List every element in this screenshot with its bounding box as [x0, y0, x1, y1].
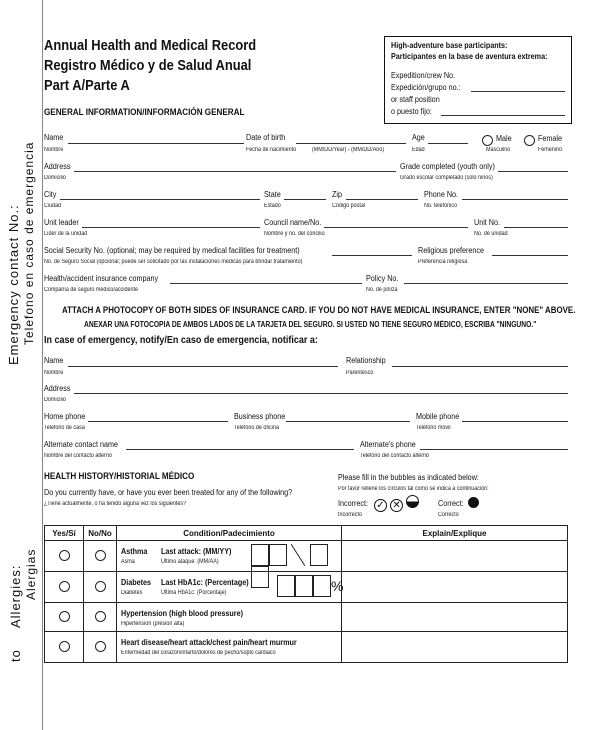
half-filled-bubble-icon: [406, 495, 419, 508]
age-label: Age: [412, 133, 425, 142]
em-address-field[interactable]: [74, 393, 568, 394]
alt-name-label: Alternate contact name: [44, 440, 119, 449]
sidebar-fragment-to: to: [8, 649, 23, 662]
em-mobile-phone-label-es: Teléfono móvil: [416, 425, 451, 431]
insurance-notice: ATTACH A PHOTOCOPY OF BOTH SIDES OF INSURANCE CARD. IF YOU DO NOT HAVE MEDICAL INSURANCE, ENTER "NONE" ABOVE.: [62, 305, 576, 315]
age-field[interactable]: [428, 143, 468, 144]
policy-label-es: No. de póliza: [366, 287, 398, 293]
name-field[interactable]: [68, 143, 244, 144]
col-no-header: No/No: [84, 526, 117, 541]
unit-no-label: Unit No.: [474, 218, 501, 227]
em-mobile-phone-label: Mobile phone: [416, 412, 460, 421]
alt-name-label-es: Nombre del contacto alterno: [44, 453, 112, 459]
condition-detail-es: Último ataque: (MM/AA): [161, 559, 219, 565]
insurance-label: Health/accident insurance company: [44, 274, 159, 283]
table-row: [45, 541, 568, 572]
table-row: [45, 572, 568, 603]
hab-box: [384, 36, 572, 124]
correct-label: Correct:: [438, 499, 464, 508]
bubbles-instruction: Please fill in the bubbles as indicated below:: [338, 473, 479, 482]
alt-phone-label-es: Teléfono del contacto alterno: [360, 453, 430, 459]
section-general-heading: GENERAL INFORMATION/INFORMACIÓN GENERAL: [44, 107, 245, 117]
no-radio[interactable]: [84, 632, 117, 663]
state-field[interactable]: [284, 199, 326, 200]
name-label-es: Nombre: [44, 147, 64, 153]
em-home-phone-label-es: Teléfono de casa: [44, 425, 85, 431]
condition-name-es: Asma: [121, 559, 135, 565]
unit-leader-label-es: Líder de la unidad: [44, 231, 88, 237]
hab-puesto: o puesto fijo:: [391, 107, 432, 116]
condition-detail-es: Última HbA1c: (Porcentaje): [161, 590, 227, 596]
hab-expedition-line[interactable]: [471, 91, 565, 92]
condition-detail: Last HbA1c: (Percentage): [161, 578, 249, 587]
city-field[interactable]: [60, 199, 260, 200]
em-business-phone-label: Business phone: [234, 412, 286, 421]
unit-no-label-es: No. de unidad: [474, 231, 508, 237]
policy-label: Policy No.: [366, 274, 399, 283]
em-relationship-label-es: Parentesco: [346, 370, 374, 376]
name-label: Name: [44, 133, 64, 142]
unit-leader-label: Unit leader: [44, 218, 79, 227]
hab-heading: High-adventure base participants:: [391, 41, 508, 50]
unit-no-field[interactable]: [504, 227, 568, 228]
zip-label-es: Código postal: [332, 203, 366, 209]
incorrect-label-es: Incorrecto: [338, 512, 363, 518]
yes-radio[interactable]: [45, 572, 84, 603]
condition-name: Diabetes: [121, 578, 152, 587]
percent-sign: %: [331, 578, 344, 594]
hab-heading-es: Participantes en la base de aventura extrema:: [391, 52, 548, 61]
left-sidebar: [0, 0, 44, 730]
condition-name: Hypertension (high blood pressure): [121, 609, 244, 618]
hab-staff: or staff position: [391, 95, 440, 104]
emergency-contact-label-es: Telefono en caso de emergencia: [22, 141, 36, 345]
title-line3: Part A/Parte A: [44, 77, 130, 94]
x-mark-bubble-icon: ✕: [390, 499, 403, 512]
hba1c-input[interactable]: [277, 575, 331, 597]
ssn-label-es: No. de Seguro Social (opcional; puede ser solicitado por las instalaciones médicas para brindar tratamiento): [44, 259, 303, 265]
em-relationship-field[interactable]: [392, 366, 568, 367]
check-mark-bubble-icon: ✓: [374, 499, 387, 512]
condition-name-es: Enfermedad del corazón/infarto/dolores de pecho/soplo cardiaco: [121, 650, 276, 656]
city-label-es: Ciudad: [44, 203, 62, 209]
religious-field[interactable]: [492, 255, 568, 256]
ssn-label: Social Security No. (optional; may be required by medical facilities for treatment): [44, 246, 300, 255]
em-name-label: Name: [44, 356, 64, 365]
grade-label-es: Grado escolar completado (solo niños): [400, 175, 493, 181]
phone-label-es: No. telefónico: [424, 203, 458, 209]
col-condition-header: Condition/Padecimiento: [117, 526, 342, 541]
table-row: [45, 632, 568, 663]
health-history-table: [44, 525, 568, 663]
hab-expedition: Expedition/crew No.: [391, 71, 456, 80]
em-mobile-phone-field[interactable]: [462, 421, 568, 422]
male-label-es: Masculino: [486, 147, 511, 153]
explain-cell[interactable]: [342, 572, 568, 603]
dob-format: (MM/DD/Year) - (MM/DD/Año): [312, 147, 385, 153]
unit-leader-field[interactable]: [82, 227, 260, 228]
city-label: City: [44, 190, 57, 199]
condition-cell: [117, 603, 342, 632]
religious-label-es: Preferencia religiosa: [418, 259, 468, 265]
condition-name-es: Hipertensión (presión alta): [121, 621, 185, 627]
title-line1: Annual Health and Medical Record: [44, 37, 257, 54]
council-field[interactable]: [324, 227, 468, 228]
history-heading: HEALTH HISTORY/HISTORIAL MÉDICO: [44, 471, 195, 481]
condition-cell: [117, 632, 342, 663]
female-radio[interactable]: [524, 132, 535, 150]
condition-cell: [117, 541, 342, 572]
em-address-label: Address: [44, 384, 71, 393]
em-home-phone-label: Home phone: [44, 412, 86, 421]
hab-staff-line[interactable]: [441, 115, 565, 116]
correct-label-es: Correcto: [438, 512, 459, 518]
em-relationship-label: Relationship: [346, 356, 386, 365]
explain-cell[interactable]: [342, 541, 568, 572]
title-line2: Registro Médico y de Salud Anual: [44, 57, 252, 74]
zip-label: Zip: [332, 190, 343, 199]
condition-name-es: Diabetes: [121, 590, 143, 596]
religious-label: Religious preference: [418, 246, 485, 255]
explain-cell[interactable]: [342, 603, 568, 632]
em-address-label-es: Domicilio: [44, 397, 66, 403]
alt-phone-label: Alternate's phone: [360, 440, 416, 449]
yes-radio[interactable]: [45, 603, 84, 632]
no-radio[interactable]: [84, 572, 117, 603]
no-radio[interactable]: [84, 603, 117, 632]
filled-bubble-icon: [468, 497, 479, 508]
bubbles-instruction-es: Por favor rellene los círculos tal como se indica a continuación:: [338, 486, 489, 492]
emergency-contact-label: Emergency contact No.:: [6, 204, 21, 365]
grade-field[interactable]: [498, 171, 568, 172]
phone-label: Phone No.: [424, 190, 459, 199]
insurance-notice-es: ANEXAR UNA FOTOCOPIA DE AMBOS LADOS DE LA TARJETA DEL SEGURO. SI USTED NO TIENE SEGURO MÉDICO, ESCRIBA "NINGUNO.": [84, 320, 537, 329]
table-header-row: [45, 526, 568, 541]
em-business-phone-field[interactable]: [286, 421, 410, 422]
state-label: State: [264, 190, 281, 199]
male-label: Male: [496, 134, 512, 143]
address-field[interactable]: [74, 171, 396, 172]
em-name-label-es: Nombre: [44, 370, 64, 376]
condition-name: Asthma: [121, 547, 148, 556]
age-label-es: Edad: [412, 147, 425, 153]
condition-name: Heart disease/heart attack/chest pain/heart murmur: [121, 638, 297, 647]
address-label-es: Domicilio: [44, 175, 66, 181]
allergies-label-es: Alergias: [24, 548, 38, 600]
phone-field[interactable]: [462, 199, 568, 200]
col-yes-header: Yes/Sí: [45, 526, 84, 541]
incorrect-examples: [374, 495, 419, 512]
council-label-es: Nombre y no. del concilio: [264, 231, 325, 237]
ssn-field[interactable]: [332, 255, 412, 256]
council-label: Council name/No.: [264, 218, 322, 227]
sidebar-divider: [42, 0, 43, 730]
grade-label: Grade completed (youth only): [400, 162, 495, 171]
hab-expedicion: Expedición/grupo no.:: [391, 83, 461, 92]
em-name-field[interactable]: [68, 366, 338, 367]
yes-radio[interactable]: [45, 632, 84, 663]
dob-field[interactable]: [296, 143, 406, 144]
zip-field[interactable]: [346, 199, 418, 200]
history-question-es: ¿Tiene actualmente, o ha tenido alguna vez los siguientes?: [44, 501, 187, 507]
em-business-phone-label-es: Teléfono de oficina: [234, 425, 280, 431]
col-explain-header: Explain/Explique: [342, 526, 568, 541]
alt-name-field[interactable]: [126, 449, 354, 450]
explain-cell[interactable]: [342, 632, 568, 663]
dob-label-es: Fecha de nacimiento: [246, 147, 297, 153]
table-row: [45, 603, 568, 632]
condition-detail: Last attack: (MM/YY): [161, 547, 232, 556]
policy-field[interactable]: [404, 283, 568, 284]
yes-radio[interactable]: [45, 541, 84, 572]
alt-phone-field[interactable]: [420, 449, 568, 450]
emergency-heading: In case of emergency, notify/En caso de emergencia, notificar a:: [44, 335, 318, 346]
no-radio[interactable]: [84, 541, 117, 572]
female-label: Female: [538, 134, 563, 143]
condition-cell: [117, 572, 342, 603]
state-label-es: Estado: [264, 203, 281, 209]
em-home-phone-field[interactable]: [88, 421, 228, 422]
insurance-label-es: Compañía de seguro médico/accidente: [44, 287, 138, 293]
history-question: Do you currently have, or have you ever been treated for any of the following?: [44, 488, 293, 497]
insurance-field[interactable]: [170, 283, 362, 284]
incorrect-label: Incorrect:: [338, 499, 369, 508]
allergies-label: Allergies:: [8, 564, 23, 628]
address-label: Address: [44, 162, 71, 171]
dob-label: Date of birth: [246, 133, 286, 142]
female-label-es: Femenino: [538, 147, 563, 153]
